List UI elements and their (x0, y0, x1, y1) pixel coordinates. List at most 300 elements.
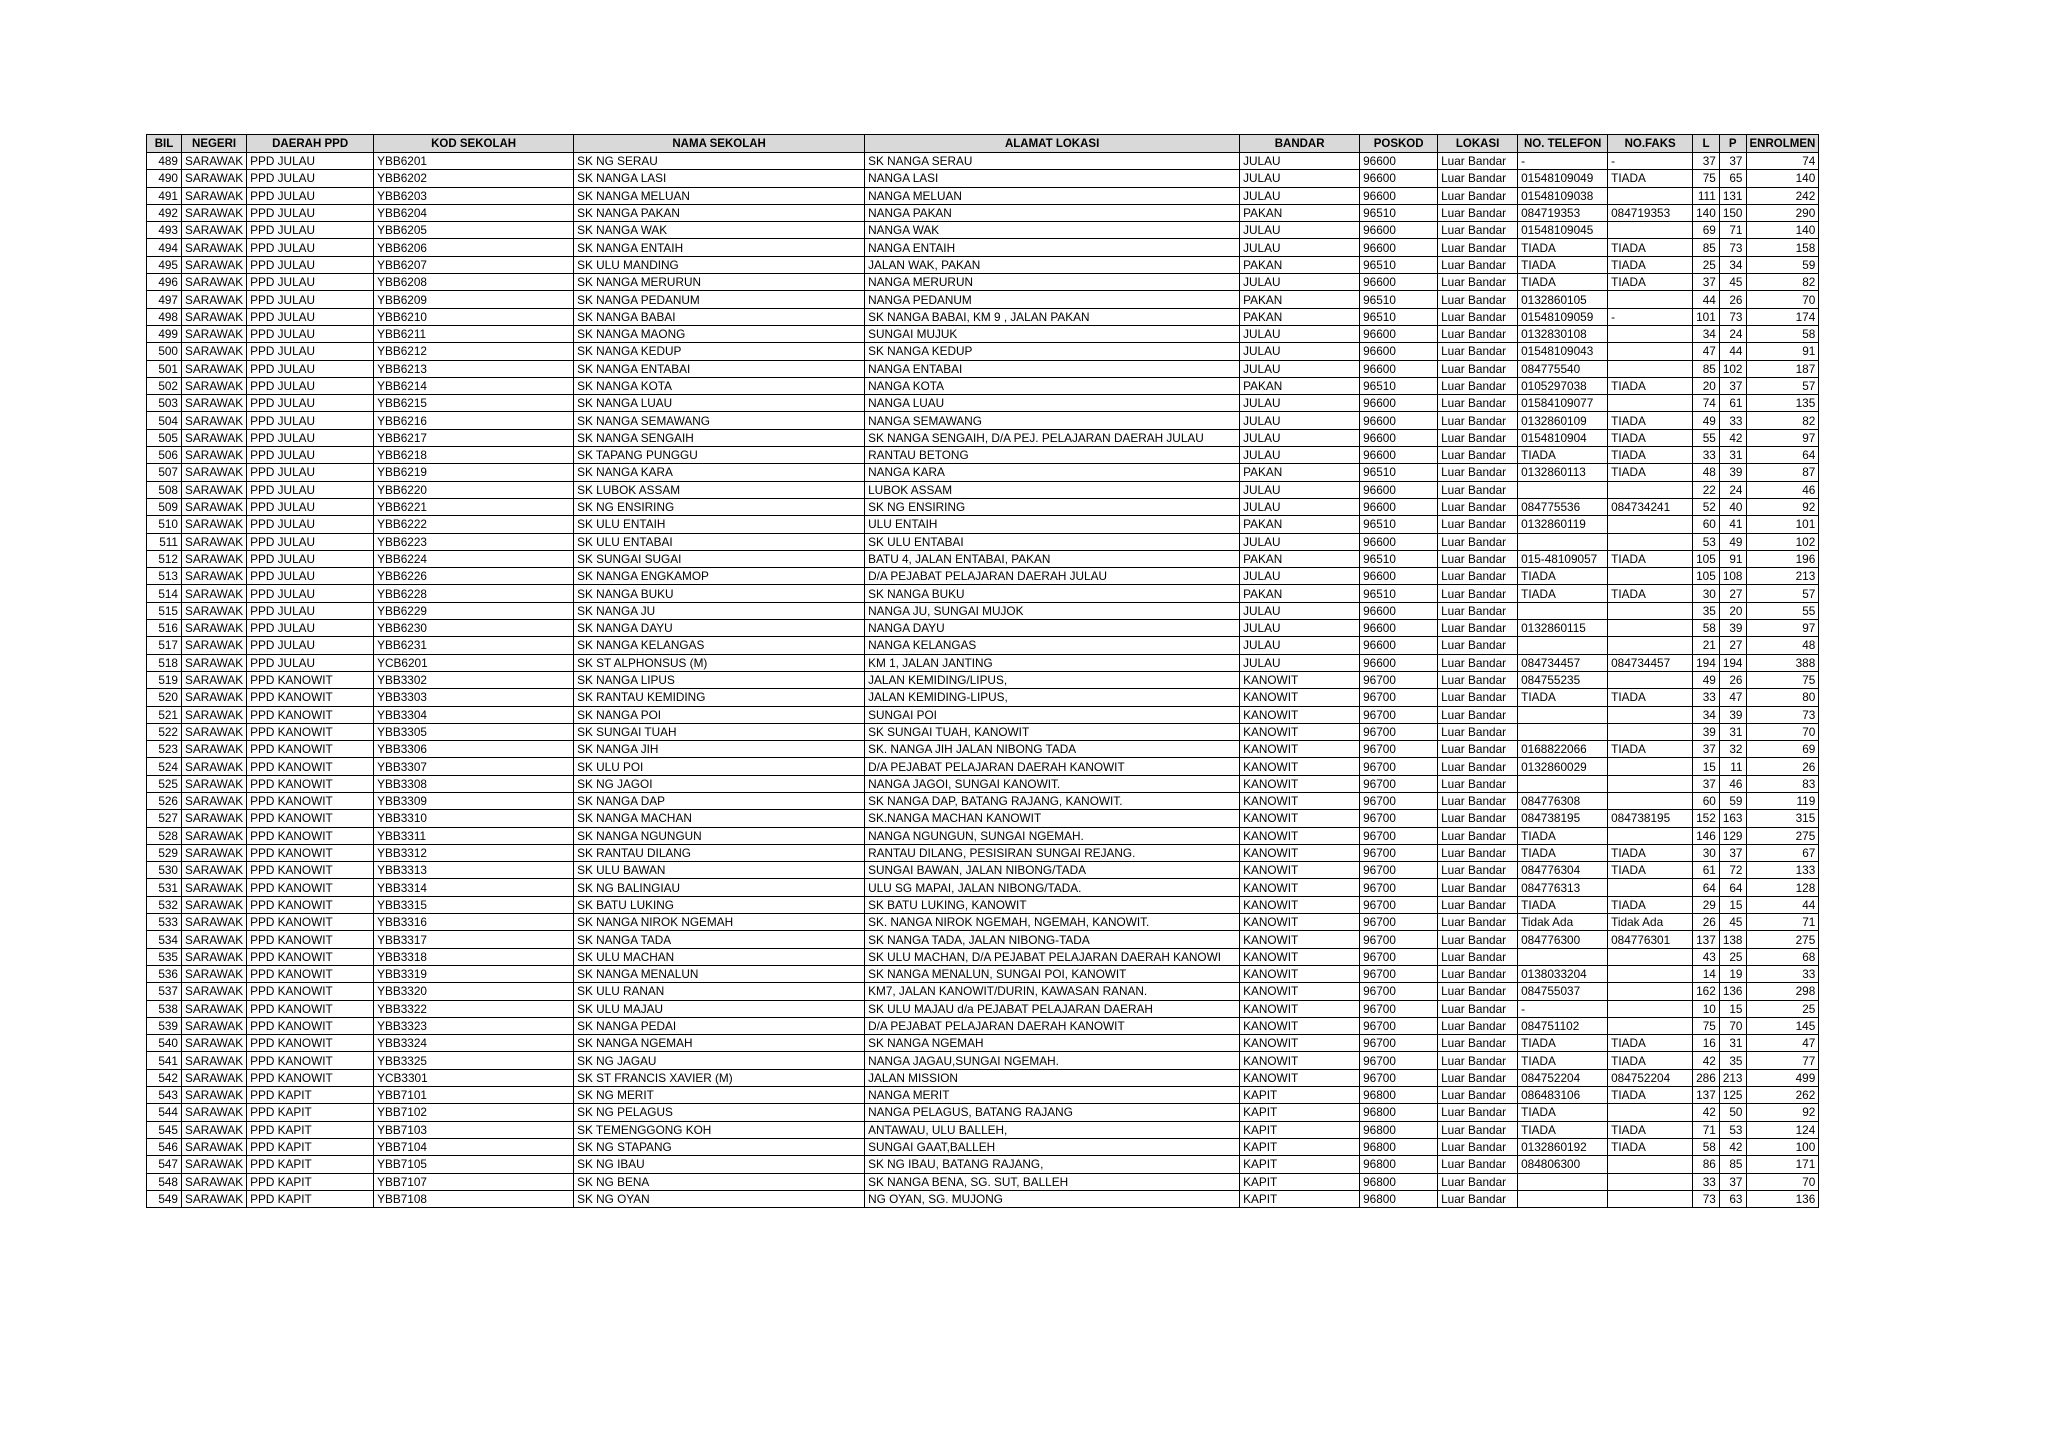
cell-no-telefon: 0138033204 (1518, 965, 1608, 982)
cell-poskod: 96510 (1360, 308, 1438, 325)
cell-bil: 493 (147, 222, 182, 239)
cell-poskod: 96700 (1360, 862, 1438, 879)
cell-l: 140 (1693, 204, 1720, 221)
cell-lokasi: Luar Bandar (1438, 516, 1518, 533)
cell-nama-sekolah: SK NANGA JU (574, 602, 865, 619)
cell-bandar: JULAU (1240, 620, 1360, 637)
cell-daerah-ppd: PPD KAPIT (247, 1190, 374, 1207)
cell-nama-sekolah: SK SUNGAI SUGAI (574, 550, 865, 567)
table-row (147, 1000, 1819, 1017)
table-row (147, 1087, 1819, 1104)
cell-p: 129 (1719, 827, 1746, 844)
cell-poskod: 96700 (1360, 671, 1438, 688)
cell-no-telefon (1518, 637, 1608, 654)
cell-kod-sekolah: YCB6201 (374, 654, 574, 671)
cell-p: 25 (1719, 948, 1746, 965)
cell-bandar: KANOWIT (1240, 965, 1360, 982)
cell-no-telefon: 01548109059 (1518, 308, 1608, 325)
cell-no-telefon: 084734457 (1518, 654, 1608, 671)
cell-enrolmen: 71 (1746, 914, 1819, 931)
col-header-alamat-lokasi: ALAMAT LOKASI (865, 135, 1240, 153)
cell-no-faks (1608, 792, 1693, 809)
table-row (147, 637, 1819, 654)
cell-bandar: JULAU (1240, 498, 1360, 515)
cell-daerah-ppd: PPD JULAU (247, 412, 374, 429)
cell-nama-sekolah: SK NANGA KARA (574, 464, 865, 481)
cell-negeri: SARAWAK (182, 516, 247, 533)
cell-negeri: SARAWAK (182, 568, 247, 585)
cell-lokasi: Luar Bandar (1438, 153, 1518, 170)
cell-alamat-lokasi: SK NANGA TADA, JALAN NIBONG-TADA (865, 931, 1240, 948)
cell-l: 137 (1693, 1087, 1720, 1104)
table-row (147, 1069, 1819, 1086)
cell-daerah-ppd: PPD JULAU (247, 654, 374, 671)
cell-alamat-lokasi: KM 1, JALAN JANTING (865, 654, 1240, 671)
cell-nama-sekolah: SK SUNGAI TUAH (574, 723, 865, 740)
cell-alamat-lokasi: SK NANGA MENALUN, SUNGAI POI, KANOWIT (865, 965, 1240, 982)
cell-p: 27 (1719, 637, 1746, 654)
cell-negeri: SARAWAK (182, 429, 247, 446)
cell-bandar: JULAU (1240, 239, 1360, 256)
cell-negeri: SARAWAK (182, 1017, 247, 1034)
cell-bil: 511 (147, 533, 182, 550)
cell-nama-sekolah: SK NANGA MAONG (574, 325, 865, 342)
cell-lokasi: Luar Bandar (1438, 447, 1518, 464)
cell-l: 39 (1693, 723, 1720, 740)
cell-enrolmen: 119 (1746, 792, 1819, 809)
cell-negeri: SARAWAK (182, 862, 247, 879)
cell-no-faks (1608, 291, 1693, 308)
cell-no-faks: TIADA (1608, 274, 1693, 291)
cell-bil: 532 (147, 896, 182, 913)
cell-negeri: SARAWAK (182, 550, 247, 567)
cell-negeri: SARAWAK (182, 1035, 247, 1052)
cell-negeri: SARAWAK (182, 983, 247, 1000)
cell-nama-sekolah: SK NANGA DAYU (574, 620, 865, 637)
cell-enrolmen: 57 (1746, 585, 1819, 602)
cell-nama-sekolah: SK RANTAU DILANG (574, 844, 865, 861)
cell-kod-sekolah: YBB6216 (374, 412, 574, 429)
cell-poskod: 96600 (1360, 429, 1438, 446)
cell-l: 35 (1693, 602, 1720, 619)
cell-no-telefon (1518, 775, 1608, 792)
cell-daerah-ppd: PPD KANOWIT (247, 810, 374, 827)
cell-alamat-lokasi: SK NANGA DAP, BATANG RAJANG, KANOWIT. (865, 792, 1240, 809)
cell-l: 47 (1693, 343, 1720, 360)
cell-bandar: KANOWIT (1240, 896, 1360, 913)
cell-enrolmen: 140 (1746, 222, 1819, 239)
table-row (147, 1156, 1819, 1173)
cell-l: 101 (1693, 308, 1720, 325)
table-row (147, 1173, 1819, 1190)
col-header-no-faks: NO.FAKS (1608, 135, 1693, 153)
cell-p: 49 (1719, 533, 1746, 550)
cell-bandar: KANOWIT (1240, 671, 1360, 688)
cell-kod-sekolah: YBB3317 (374, 931, 574, 948)
cell-alamat-lokasi: SK BATU LUKING, KANOWIT (865, 896, 1240, 913)
cell-l: 21 (1693, 637, 1720, 654)
table-row (147, 983, 1819, 1000)
cell-alamat-lokasi: SK NG ENSIRING (865, 498, 1240, 515)
cell-bandar: PAKAN (1240, 464, 1360, 481)
cell-daerah-ppd: PPD KANOWIT (247, 983, 374, 1000)
cell-lokasi: Luar Bandar (1438, 170, 1518, 187)
cell-alamat-lokasi: NG OYAN, SG. MUJONG (865, 1190, 1240, 1207)
cell-poskod: 96800 (1360, 1138, 1438, 1155)
cell-no-telefon: 084738195 (1518, 810, 1608, 827)
cell-p: 63 (1719, 1190, 1746, 1207)
table-row (147, 568, 1819, 585)
cell-no-telefon: 084751102 (1518, 1017, 1608, 1034)
cell-lokasi: Luar Bandar (1438, 498, 1518, 515)
cell-lokasi: Luar Bandar (1438, 965, 1518, 982)
cell-p: 27 (1719, 585, 1746, 602)
cell-daerah-ppd: PPD KANOWIT (247, 862, 374, 879)
cell-lokasi: Luar Bandar (1438, 274, 1518, 291)
cell-no-faks: TIADA (1608, 429, 1693, 446)
cell-nama-sekolah: SK NANGA DAP (574, 792, 865, 809)
cell-kod-sekolah: YBB7105 (374, 1156, 574, 1173)
cell-no-faks (1608, 602, 1693, 619)
cell-p: 26 (1719, 291, 1746, 308)
table-row (147, 810, 1819, 827)
cell-enrolmen: 67 (1746, 844, 1819, 861)
cell-alamat-lokasi: SK SUNGAI TUAH, KANOWIT (865, 723, 1240, 740)
table-row (147, 395, 1819, 412)
cell-poskod: 96700 (1360, 792, 1438, 809)
cell-bandar: KANOWIT (1240, 844, 1360, 861)
cell-nama-sekolah: SK NANGA MENALUN (574, 965, 865, 982)
cell-bandar: JULAU (1240, 360, 1360, 377)
cell-no-telefon: TIADA (1518, 1121, 1608, 1138)
cell-no-faks: 084752204 (1608, 1069, 1693, 1086)
col-header-l: L (1693, 135, 1720, 153)
cell-alamat-lokasi: JALAN MISSION (865, 1069, 1240, 1086)
cell-no-faks (1608, 948, 1693, 965)
cell-lokasi: Luar Bandar (1438, 948, 1518, 965)
cell-enrolmen: 82 (1746, 274, 1819, 291)
cell-bil: 537 (147, 983, 182, 1000)
cell-nama-sekolah: SK NANGA NIROK NGEMAH (574, 914, 865, 931)
cell-l: 37 (1693, 775, 1720, 792)
cell-alamat-lokasi: NANGA LASI (865, 170, 1240, 187)
cell-l: 26 (1693, 914, 1720, 931)
cell-bil: 529 (147, 844, 182, 861)
cell-daerah-ppd: PPD JULAU (247, 239, 374, 256)
cell-l: 37 (1693, 741, 1720, 758)
cell-poskod: 96800 (1360, 1104, 1438, 1121)
cell-no-telefon: TIADA (1518, 827, 1608, 844)
cell-enrolmen: 80 (1746, 689, 1819, 706)
cell-enrolmen: 100 (1746, 1138, 1819, 1155)
cell-no-telefon: 084719353 (1518, 204, 1608, 221)
cell-negeri: SARAWAK (182, 395, 247, 412)
cell-daerah-ppd: PPD KANOWIT (247, 1035, 374, 1052)
cell-kod-sekolah: YBB3319 (374, 965, 574, 982)
cell-alamat-lokasi: SK NANGA BUKU (865, 585, 1240, 602)
cell-bandar: KANOWIT (1240, 862, 1360, 879)
cell-lokasi: Luar Bandar (1438, 1035, 1518, 1052)
cell-lokasi: Luar Bandar (1438, 1121, 1518, 1138)
cell-poskod: 96600 (1360, 481, 1438, 498)
cell-no-telefon: 086483106 (1518, 1087, 1608, 1104)
cell-daerah-ppd: PPD KANOWIT (247, 827, 374, 844)
cell-kod-sekolah: YBB6219 (374, 464, 574, 481)
cell-enrolmen: 25 (1746, 1000, 1819, 1017)
cell-l: 49 (1693, 671, 1720, 688)
cell-no-faks: TIADA (1608, 1035, 1693, 1052)
cell-alamat-lokasi: SK NANGA BENA, SG. SUT, BALLEH (865, 1173, 1240, 1190)
cell-kod-sekolah: YBB3322 (374, 1000, 574, 1017)
cell-nama-sekolah: SK NANGA PEDANUM (574, 291, 865, 308)
cell-negeri: SARAWAK (182, 170, 247, 187)
cell-enrolmen: 298 (1746, 983, 1819, 1000)
cell-bandar: KANOWIT (1240, 792, 1360, 809)
cell-enrolmen: 92 (1746, 498, 1819, 515)
cell-kod-sekolah: YBB3315 (374, 896, 574, 913)
cell-l: 75 (1693, 1017, 1720, 1034)
cell-negeri: SARAWAK (182, 896, 247, 913)
cell-negeri: SARAWAK (182, 706, 247, 723)
cell-no-telefon: TIADA (1518, 447, 1608, 464)
cell-alamat-lokasi: NANGA ENTABAI (865, 360, 1240, 377)
cell-bil: 517 (147, 637, 182, 654)
cell-alamat-lokasi: NANGA MERIT (865, 1087, 1240, 1104)
cell-p: 42 (1719, 429, 1746, 446)
cell-bandar: PAKAN (1240, 204, 1360, 221)
cell-l: 73 (1693, 1190, 1720, 1207)
cell-bil: 492 (147, 204, 182, 221)
cell-l: 42 (1693, 1104, 1720, 1121)
cell-no-faks (1608, 620, 1693, 637)
cell-enrolmen: 55 (1746, 602, 1819, 619)
cell-alamat-lokasi: NANGA ENTAIH (865, 239, 1240, 256)
cell-l: 75 (1693, 170, 1720, 187)
cell-nama-sekolah: SK NANGA PEDAI (574, 1017, 865, 1034)
cell-no-telefon: 084755235 (1518, 671, 1608, 688)
table-row (147, 948, 1819, 965)
cell-lokasi: Luar Bandar (1438, 325, 1518, 342)
cell-poskod: 96600 (1360, 395, 1438, 412)
cell-l: 22 (1693, 481, 1720, 498)
cell-alamat-lokasi: SK. NANGA NIROK NGEMAH, NGEMAH, KANOWIT. (865, 914, 1240, 931)
table-row (147, 775, 1819, 792)
cell-bil: 489 (147, 153, 182, 170)
cell-poskod: 96700 (1360, 723, 1438, 740)
cell-l: 162 (1693, 983, 1720, 1000)
cell-bandar: PAKAN (1240, 550, 1360, 567)
school-table (146, 134, 1819, 1208)
cell-enrolmen: 83 (1746, 775, 1819, 792)
cell-lokasi: Luar Bandar (1438, 1052, 1518, 1069)
cell-kod-sekolah: YBB3306 (374, 741, 574, 758)
cell-negeri: SARAWAK (182, 758, 247, 775)
cell-daerah-ppd: PPD JULAU (247, 637, 374, 654)
table-row (147, 879, 1819, 896)
cell-alamat-lokasi: NANGA LUAU (865, 395, 1240, 412)
cell-no-telefon: 084776304 (1518, 862, 1608, 879)
cell-kod-sekolah: YBB6208 (374, 274, 574, 291)
cell-l: 64 (1693, 879, 1720, 896)
cell-no-faks: - (1608, 308, 1693, 325)
table-row (147, 741, 1819, 758)
cell-daerah-ppd: PPD KAPIT (247, 1104, 374, 1121)
cell-alamat-lokasi: NANGA MELUAN (865, 187, 1240, 204)
cell-daerah-ppd: PPD KANOWIT (247, 914, 374, 931)
cell-daerah-ppd: PPD KANOWIT (247, 844, 374, 861)
cell-no-telefon: TIADA (1518, 1104, 1608, 1121)
cell-kod-sekolah: YBB6209 (374, 291, 574, 308)
cell-bandar: JULAU (1240, 429, 1360, 446)
cell-poskod: 96700 (1360, 844, 1438, 861)
cell-no-telefon: - (1518, 1000, 1608, 1017)
cell-no-faks: TIADA (1608, 447, 1693, 464)
cell-bil: 494 (147, 239, 182, 256)
table-row (147, 1017, 1819, 1034)
cell-bil: 514 (147, 585, 182, 602)
cell-nama-sekolah: SK NANGA WAK (574, 222, 865, 239)
cell-poskod: 96600 (1360, 533, 1438, 550)
cell-negeri: SARAWAK (182, 637, 247, 654)
cell-l: 43 (1693, 948, 1720, 965)
cell-no-telefon: 0132830108 (1518, 325, 1608, 342)
cell-bandar: KANOWIT (1240, 879, 1360, 896)
cell-bil: 547 (147, 1156, 182, 1173)
cell-no-faks (1608, 187, 1693, 204)
cell-bandar: PAKAN (1240, 256, 1360, 273)
cell-poskod: 96700 (1360, 706, 1438, 723)
cell-no-telefon: TIADA (1518, 239, 1608, 256)
cell-p: 53 (1719, 1121, 1746, 1138)
cell-kod-sekolah: YCB3301 (374, 1069, 574, 1086)
table-row (147, 671, 1819, 688)
cell-alamat-lokasi: NANGA KOTA (865, 377, 1240, 394)
cell-poskod: 96700 (1360, 827, 1438, 844)
cell-l: 69 (1693, 222, 1720, 239)
table-row (147, 239, 1819, 256)
cell-nama-sekolah: SK NG OYAN (574, 1190, 865, 1207)
cell-enrolmen: 140 (1746, 170, 1819, 187)
table-row (147, 827, 1819, 844)
cell-kod-sekolah: YBB6218 (374, 447, 574, 464)
cell-no-telefon: TIADA (1518, 689, 1608, 706)
cell-no-faks: - (1608, 153, 1693, 170)
cell-l: 34 (1693, 325, 1720, 342)
cell-no-faks: TIADA (1608, 1121, 1693, 1138)
cell-p: 35 (1719, 1052, 1746, 1069)
table-row (147, 931, 1819, 948)
cell-no-telefon: 0132860119 (1518, 516, 1608, 533)
cell-daerah-ppd: PPD JULAU (247, 498, 374, 515)
cell-enrolmen: 158 (1746, 239, 1819, 256)
cell-nama-sekolah: SK NANGA SENGAIH (574, 429, 865, 446)
cell-lokasi: Luar Bandar (1438, 931, 1518, 948)
cell-bandar: KANOWIT (1240, 1000, 1360, 1017)
cell-alamat-lokasi: NANGA PEDANUM (865, 291, 1240, 308)
cell-alamat-lokasi: NANGA SEMAWANG (865, 412, 1240, 429)
cell-no-telefon: TIADA (1518, 1052, 1608, 1069)
cell-l: 146 (1693, 827, 1720, 844)
cell-negeri: SARAWAK (182, 879, 247, 896)
cell-poskod: 96600 (1360, 447, 1438, 464)
cell-bil: 512 (147, 550, 182, 567)
cell-l: 286 (1693, 1069, 1720, 1086)
cell-alamat-lokasi: SUNGAI GAAT,BALLEH (865, 1138, 1240, 1155)
cell-bandar: KANOWIT (1240, 1017, 1360, 1034)
cell-negeri: SARAWAK (182, 533, 247, 550)
cell-no-faks: TIADA (1608, 896, 1693, 913)
cell-daerah-ppd: PPD JULAU (247, 447, 374, 464)
cell-daerah-ppd: PPD KANOWIT (247, 948, 374, 965)
cell-negeri: SARAWAK (182, 1121, 247, 1138)
cell-negeri: SARAWAK (182, 360, 247, 377)
cell-kod-sekolah: YBB3309 (374, 792, 574, 809)
cell-no-faks (1608, 671, 1693, 688)
cell-enrolmen: 70 (1746, 291, 1819, 308)
cell-negeri: SARAWAK (182, 447, 247, 464)
cell-poskod: 96800 (1360, 1156, 1438, 1173)
cell-no-faks: 084776301 (1608, 931, 1693, 948)
cell-p: 26 (1719, 671, 1746, 688)
cell-p: 59 (1719, 792, 1746, 809)
cell-l: 14 (1693, 965, 1720, 982)
col-header-negeri: NEGERI (182, 135, 247, 153)
cell-bil: 520 (147, 689, 182, 706)
cell-nama-sekolah: SK NG MERIT (574, 1087, 865, 1104)
cell-bil: 518 (147, 654, 182, 671)
cell-enrolmen: 101 (1746, 516, 1819, 533)
cell-poskod: 96700 (1360, 948, 1438, 965)
cell-kod-sekolah: YBB7108 (374, 1190, 574, 1207)
cell-bil: 523 (147, 741, 182, 758)
cell-no-faks (1608, 879, 1693, 896)
cell-kod-sekolah: YBB3304 (374, 706, 574, 723)
cell-no-telefon: 0132860109 (1518, 412, 1608, 429)
cell-enrolmen: 128 (1746, 879, 1819, 896)
cell-p: 65 (1719, 170, 1746, 187)
cell-bandar: JULAU (1240, 533, 1360, 550)
cell-lokasi: Luar Bandar (1438, 1000, 1518, 1017)
cell-bandar: JULAU (1240, 395, 1360, 412)
cell-no-faks (1608, 568, 1693, 585)
cell-bil: 525 (147, 775, 182, 792)
cell-daerah-ppd: PPD JULAU (247, 533, 374, 550)
cell-nama-sekolah: SK LUBOK ASSAM (574, 481, 865, 498)
cell-poskod: 96700 (1360, 810, 1438, 827)
cell-bandar: JULAU (1240, 602, 1360, 619)
cell-daerah-ppd: PPD JULAU (247, 274, 374, 291)
cell-no-telefon (1518, 948, 1608, 965)
cell-alamat-lokasi: SK ULU MACHAN, D/A PEJABAT PELAJARAN DAERAH KANOWI (865, 948, 1240, 965)
cell-no-telefon: TIADA (1518, 274, 1608, 291)
cell-no-faks: 084738195 (1608, 810, 1693, 827)
cell-poskod: 96600 (1360, 568, 1438, 585)
cell-bil: 524 (147, 758, 182, 775)
cell-kod-sekolah: YBB7103 (374, 1121, 574, 1138)
cell-nama-sekolah: SK NG SERAU (574, 153, 865, 170)
cell-no-faks: TIADA (1608, 844, 1693, 861)
cell-enrolmen: 92 (1746, 1104, 1819, 1121)
cell-enrolmen: 47 (1746, 1035, 1819, 1052)
cell-daerah-ppd: PPD KANOWIT (247, 896, 374, 913)
cell-no-faks: TIADA (1608, 1087, 1693, 1104)
table-row (147, 308, 1819, 325)
cell-l: 37 (1693, 274, 1720, 291)
cell-bandar: JULAU (1240, 170, 1360, 187)
cell-bandar: KAPIT (1240, 1121, 1360, 1138)
cell-alamat-lokasi: SK NANGA BABAI, KM 9 , JALAN PAKAN (865, 308, 1240, 325)
cell-nama-sekolah: SK RANTAU KEMIDING (574, 689, 865, 706)
